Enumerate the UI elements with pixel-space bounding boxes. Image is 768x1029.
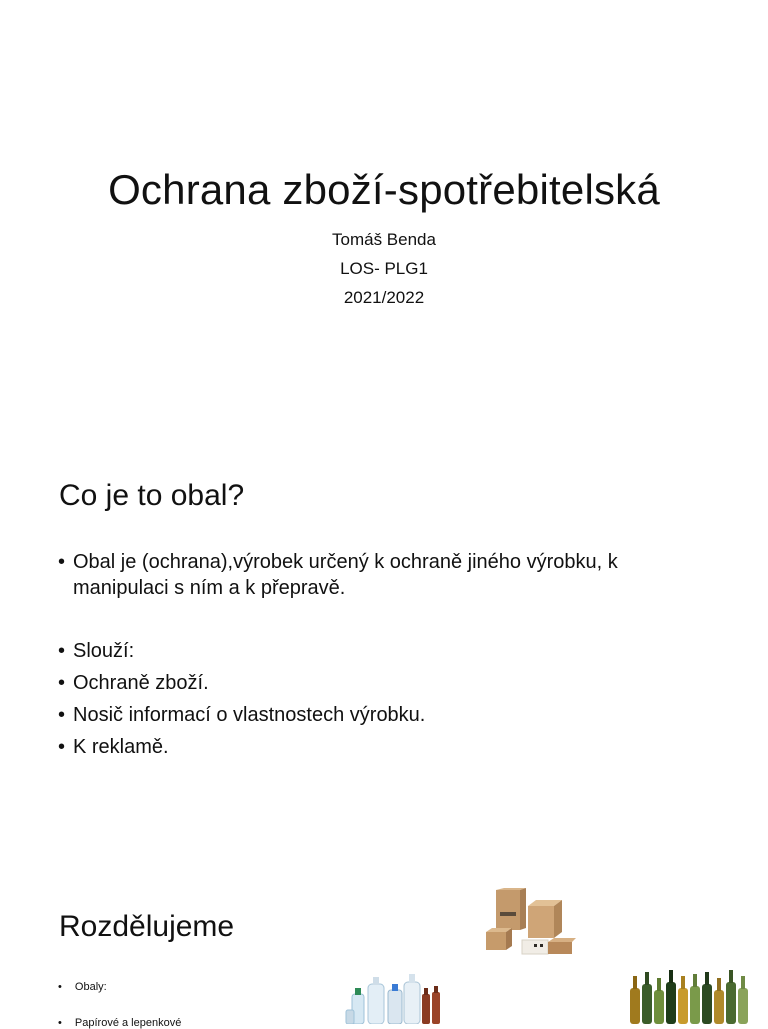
class-code: LOS- PLG1: [340, 259, 428, 278]
bullet-text: K reklamě.: [73, 736, 169, 758]
bullet-text: Obal je (ochrana),výrobek určený k ochraně jiného výrobku, k manipulaci s ním a k přepravě.: [73, 551, 618, 599]
cardboard-boxes-image: [482, 888, 578, 958]
presentation-title: Ochrana zboží-spotřebitelská: [108, 166, 660, 213]
bullet-text: Obaly:: [74, 981, 107, 993]
cardboard-boxes-icon: [482, 888, 578, 958]
bullet-icon: •: [58, 551, 66, 573]
glass-bottles-icon: [628, 970, 752, 1024]
bullet-icon: •: [58, 704, 66, 726]
title-slide: [0, 0, 768, 432]
bullet-icon: •: [58, 672, 66, 694]
list-item: [58, 670, 658, 696]
plastic-bottles-icon: [342, 964, 448, 1024]
bullet-text: Nosič informací o vlastnostech výrobku.: [73, 704, 426, 726]
bullet-text: Slouží:: [73, 640, 135, 662]
list-item: [58, 981, 107, 993]
categories-slide: [0, 864, 768, 1029]
plastic-bottles-image: [342, 964, 448, 1024]
bullet-icon: •: [58, 736, 66, 758]
school-year: 2021/2022: [343, 288, 425, 307]
bullet-icon: •: [58, 640, 66, 662]
list-item: [58, 734, 658, 760]
author-name: Tomáš Benda: [332, 230, 436, 249]
definition-slide: [0, 432, 768, 864]
bullet-text: Ochraně zboží.: [73, 672, 209, 694]
bullet-icon: •: [58, 981, 62, 993]
list-item: [58, 1017, 181, 1029]
slide-heading: Rozdělujeme: [59, 910, 235, 943]
list-item: [58, 549, 658, 601]
list-item: [58, 638, 658, 664]
bullet-icon: •: [58, 1017, 62, 1029]
bullet-text: Papírové a lepenkové: [74, 1017, 182, 1029]
glass-bottles-image: [628, 970, 752, 1024]
slide-heading: Co je to obal?: [59, 479, 245, 512]
list-item: [58, 702, 658, 728]
